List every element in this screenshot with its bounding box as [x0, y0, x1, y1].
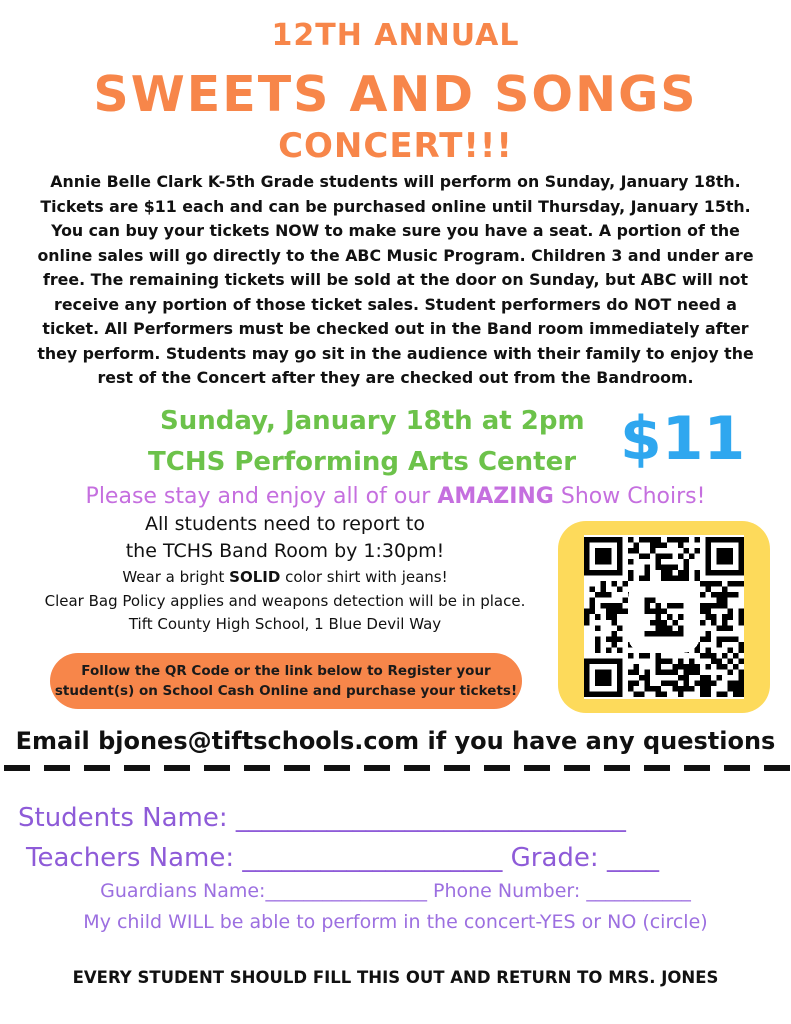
header-annual: 12TH ANNUAL — [271, 18, 520, 53]
qr-code-card — [558, 521, 770, 713]
contact-email-line: Email bjones@tiftschools.com if you have any questions — [15, 727, 776, 755]
intro-paragraph: Annie Belle Clark K-5th Grade students will perform on Sunday, January 18th. Tickets are $11 each and can be purchased online until Thursday, January 15th. You can buy your tickets NOW to make sure you have a seat. A portion of the online sales will go directly to the ABC Music Program. Children 3 and under are free. The remaining tickets will be sold at the door on Sunday, but ABC will not receive any portion of those ticket sales. Student performers do NOT need a ticket. All Performers must be checked out in the Band room immediately after they perform. Students may go sit in the audience with their family to enjoy the rest of the Concert after they are checked out from the Bandroom. — [37, 172, 754, 387]
qr-code-icon[interactable] — [584, 535, 744, 699]
ticket-price: $11 — [620, 404, 746, 474]
bag-policy: Clear Bag Policy applies and weapons detection will be in place. — [44, 592, 526, 610]
event-date-time: Sunday, January 18th at 2pm — [160, 406, 585, 436]
choirs-emphasis: AMAZING — [437, 484, 554, 509]
header-title: SWEETS AND SONGS — [93, 66, 698, 123]
teacher-grade-field: Teachers Name: ____________________ Grade: ____ — [26, 843, 659, 873]
school-address: Tift County High School, 1 Blue Devil Way — [128, 615, 442, 633]
choirs-text-after: Show Choirs! — [553, 484, 706, 509]
guardian-phone-field: Guardians Name:_________________ Phone Number: ___________ — [100, 880, 691, 902]
header-concert: CONCERT!!! — [278, 126, 513, 166]
report-line-1: All students need to report to — [145, 513, 425, 535]
student-name-field: Students Name: ______________________________ — [18, 803, 626, 833]
event-venue: TCHS Performing Arts Center — [148, 447, 577, 477]
choirs-line — [0, 484, 791, 509]
perform-consent-field: My child WILL be able to perform in the concert-YES or NO (circle) — [83, 911, 708, 933]
choirs-text-before: Please stay and enjoy all of our — [85, 484, 438, 509]
return-instruction: EVERY STUDENT SHOULD FILL THIS OUT AND RETURN TO MRS. JONES — [72, 968, 719, 987]
register-line-1: Follow the QR Code or the link below to Register your — [81, 663, 491, 679]
report-line-2: the TCHS Band Room by 1:30pm! — [125, 540, 445, 562]
register-line-2: student(s) on School Cash Online and purchase your tickets! — [54, 683, 518, 699]
shirt-emphasis: SOLID — [229, 568, 281, 586]
register-banner — [50, 653, 522, 709]
shirt-text-before: Wear a bright — [122, 568, 230, 586]
cut-line-divider — [0, 764, 791, 772]
shirt-instruction — [20, 568, 550, 586]
register-text — [55, 661, 517, 701]
shirt-text-after: color shirt with jeans! — [280, 568, 448, 586]
